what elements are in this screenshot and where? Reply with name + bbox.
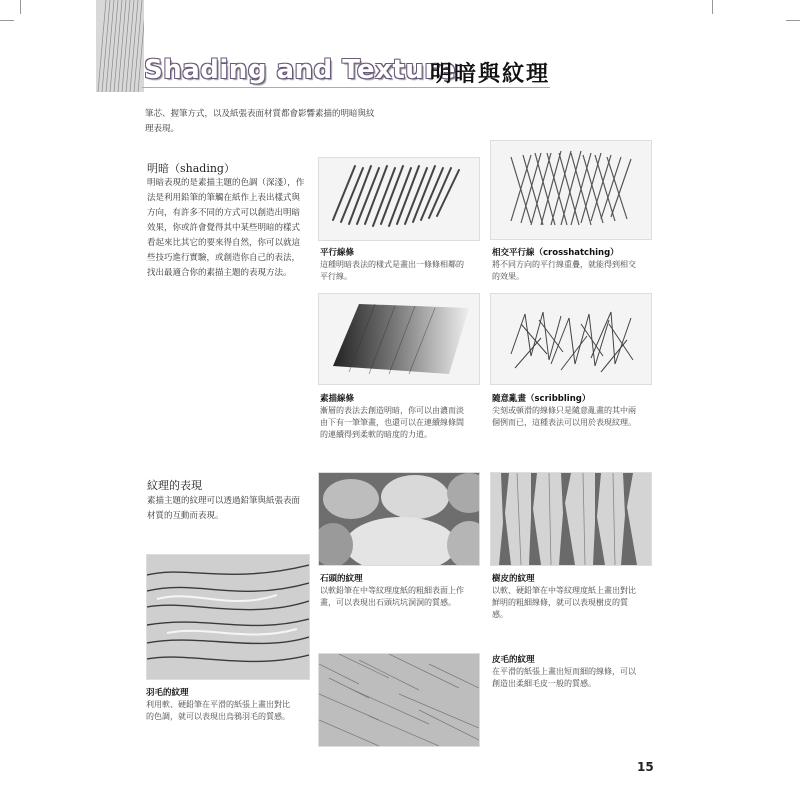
parallel-lines-illustration bbox=[318, 157, 480, 241]
page-number: 15 bbox=[637, 760, 654, 774]
caption-desc: 這種明暗表法的樣式是畫出一條條相鄰的平行線。 bbox=[320, 260, 464, 281]
feather-texture-caption bbox=[146, 687, 296, 723]
parallel-lines-caption bbox=[320, 247, 470, 283]
fur-texture-caption bbox=[492, 654, 642, 690]
crop-mark bbox=[0, 20, 14, 21]
page-title-chinese: 明暗與紋理 bbox=[430, 62, 551, 87]
shading-heading: 明暗（shading） bbox=[147, 162, 235, 175]
stone-texture-illustration bbox=[318, 472, 480, 566]
caption-desc: 利用軟、硬鉛筆在平滑的紙張上畫出對比的色調，就可以表現出烏鴉羽毛的質感。 bbox=[146, 700, 290, 721]
blended-strokes-illustration bbox=[318, 293, 480, 385]
texture-body: 素描主題的紋理可以透過鉛筆與紙張表面材質的互動而表現。 bbox=[147, 496, 301, 521]
caption-desc: 尖刻或頓滑的線條只是隨意亂畫的其中兩個例而已，這種表法可以用於表現紋理。 bbox=[492, 406, 636, 427]
caption-desc: 以軟、硬鉛筆在中等紋理度紙上畫出對比鮮明的粗細線條，就可以表現樹皮的質感。 bbox=[492, 586, 636, 619]
crosshatching-illustration bbox=[490, 140, 652, 240]
caption-title: 隨意亂畫（scribbling） bbox=[492, 394, 591, 404]
page-title: Shading and Texture bbox=[144, 55, 456, 85]
bark-texture-illustration bbox=[490, 472, 652, 566]
feather-texture-illustration bbox=[146, 554, 310, 680]
crop-mark bbox=[786, 20, 800, 21]
bark-texture-caption bbox=[492, 573, 642, 621]
stone-texture-caption bbox=[320, 573, 470, 609]
shading-body: 明暗表現的是素描主題的色調（深淺），作法是利用鉛筆的筆觸在紙作上表出樣式與方向，有許多不同的方式可以創造出明暗效果，你或許會覺得其中某些明暗的樣式看起來比其它的要來得自然，你可以就這些技巧進行實驗，或創造你自己的表法，找出最適合你的素描主題的表現方法。 bbox=[147, 178, 305, 278]
caption-title: 相交平行線（crosshatching） bbox=[492, 248, 619, 258]
blended-strokes-caption bbox=[320, 393, 470, 441]
caption-title: 平行線條 bbox=[320, 248, 355, 258]
fur-texture-illustration bbox=[318, 653, 480, 747]
crop-mark bbox=[712, 0, 713, 14]
crop-mark bbox=[20, 0, 21, 14]
caption-title: 皮毛的紋理 bbox=[492, 655, 535, 665]
header-pencil-swatch bbox=[96, 0, 144, 92]
caption-title: 樹皮的紋理 bbox=[492, 574, 535, 584]
caption-desc: 漸層的表法去創造明暗，你可以由濃而淡由下有一筆筆畫，也還可以在連續線條間的連續得到柔軟的暗度的力道。 bbox=[320, 406, 464, 439]
caption-title: 石頭的紋理 bbox=[320, 574, 363, 584]
caption-desc: 以軟鉛筆在中等紋理度紙的粗細表面上作畫，可以表現出石頭坑坑洞洞的質感。 bbox=[320, 586, 464, 607]
scribbling-caption bbox=[492, 393, 642, 429]
caption-desc: 在平滑的紙張上畫出短而細的線條，可以創造出柔細毛皮一般的質感。 bbox=[492, 667, 636, 688]
scribbling-illustration bbox=[490, 293, 652, 385]
caption-desc: 將不同方向的平行線重疊，就能得到相交的效果。 bbox=[492, 260, 636, 281]
caption-title: 羽毛的紋理 bbox=[146, 688, 189, 698]
crosshatching-caption bbox=[492, 247, 642, 283]
caption-title: 素描線條 bbox=[320, 394, 355, 404]
texture-heading: 紋理的表現 bbox=[147, 479, 202, 492]
intro-paragraph: 筆芯、握筆方式，以及紙張表面材質都會影響素描的明暗與紋理表現。 bbox=[145, 109, 375, 134]
